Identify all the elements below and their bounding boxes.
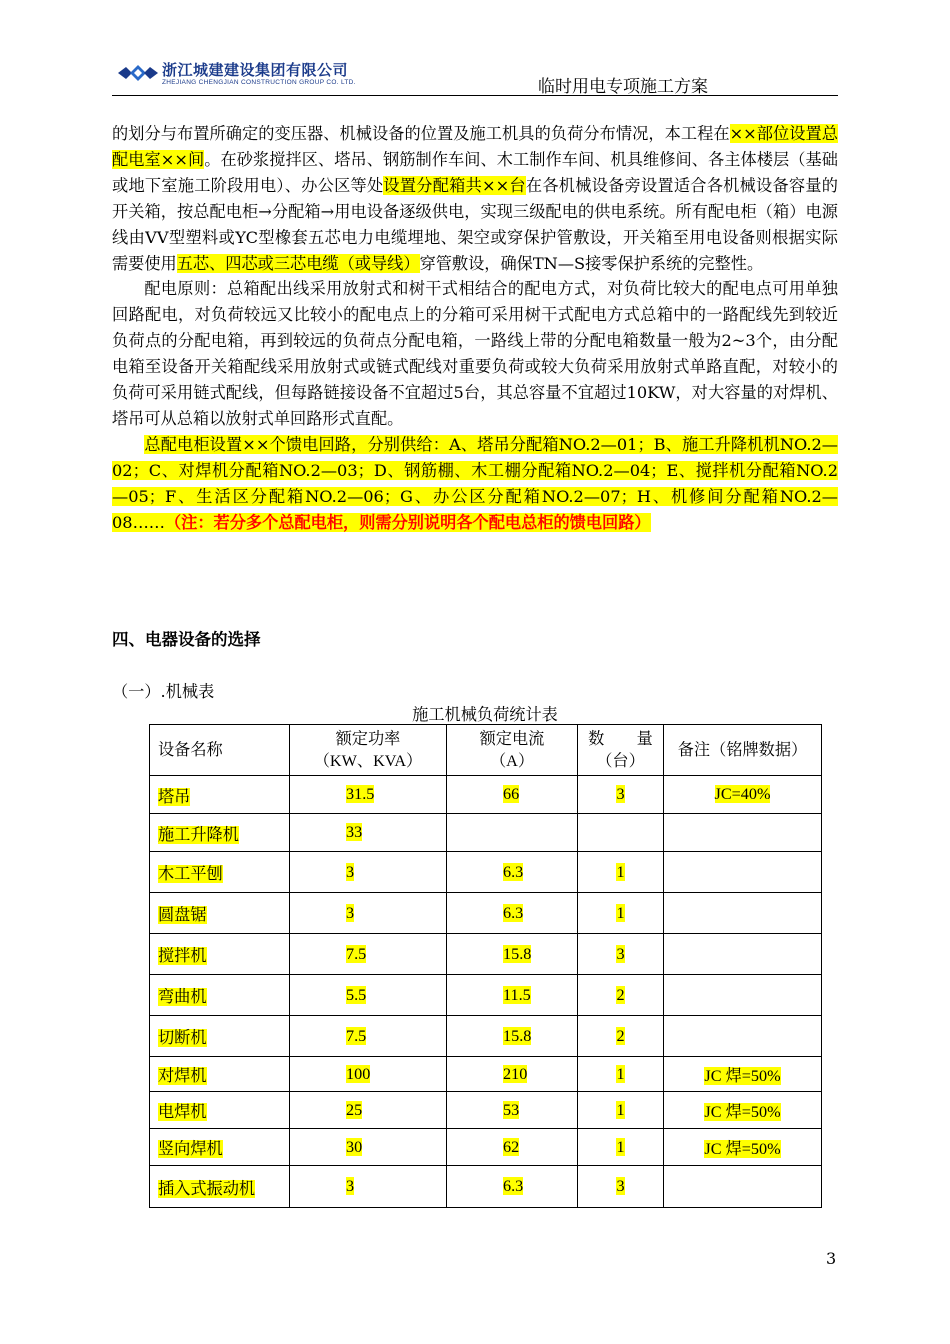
cell-value: 电焊机 [158, 1103, 207, 1121]
cell-qty [578, 776, 664, 814]
cell-name [150, 1166, 290, 1208]
cell-value: JC 焊=50% [704, 1140, 781, 1158]
highlight-run: ××部位设置总配电室××间 [112, 124, 838, 169]
cell-value: JC=40% [714, 785, 771, 803]
highlight-run: 设置分配箱共××台 [383, 175, 526, 195]
paragraph-layout [112, 121, 838, 276]
text-run: 穿管敷设，确保TN—S接零保护系统的完整性。 [419, 253, 764, 273]
cell-note [664, 776, 822, 814]
table-row [150, 1016, 822, 1057]
cell-value: 3 [346, 903, 355, 922]
cell-qty [578, 814, 664, 852]
header-text: （KW、KVA） [313, 752, 423, 770]
cell-value: 15.8 [503, 1026, 532, 1045]
cell-value: 31.5 [346, 785, 375, 803]
text-run: 的划分与布置所确定的变压器、机械设备的位置及施工机具的负荷分布情况，本工程在 [112, 124, 730, 143]
header-current [447, 725, 578, 776]
company-logo-icon [116, 61, 160, 85]
cell-value: 2 [616, 1026, 625, 1045]
cell-value: 2 [616, 985, 625, 1004]
cell-name [150, 776, 290, 814]
cell-qty [578, 1016, 664, 1057]
cell-power [290, 814, 447, 852]
table-row [150, 1057, 822, 1092]
cell-value: 3 [616, 785, 625, 803]
cell-note [664, 814, 822, 852]
cell-power [290, 1166, 447, 1208]
cell-value: 7.5 [346, 1026, 367, 1045]
cell-value: 1 [616, 903, 625, 922]
cell-value: 6.3 [503, 1177, 524, 1195]
cell-value: 11.5 [503, 985, 531, 1004]
table-row [150, 776, 822, 814]
cell-value: 搅拌机 [158, 947, 207, 965]
cell-value: 25 [346, 1100, 363, 1119]
cell-value: 1 [616, 1064, 625, 1083]
cell-name [150, 852, 290, 893]
table-caption: 施工机械负荷统计表 [412, 705, 558, 724]
header-text: （台） [596, 752, 645, 770]
cell-value: 5.5 [346, 985, 367, 1004]
cell-power [290, 934, 447, 975]
cell-power [290, 1129, 447, 1166]
cell-current [447, 934, 578, 975]
machine-load-table [149, 724, 822, 1208]
cell-power [290, 1016, 447, 1057]
cell-name [150, 1129, 290, 1166]
highlight-run: 五芯、四芯或三芯电缆（或导线） [176, 253, 420, 273]
header-text: 额定电流 [479, 730, 545, 748]
cell-note [664, 975, 822, 1016]
cell-current [447, 814, 578, 852]
cell-current [447, 1016, 578, 1057]
highlight-run: 总配电柜设置××个馈电回路，分别供给：A、塔吊分配箱NO.2—01；B、施工升降机机NO.2—02；C、对焊机分配箱NO.2—03；D、钢筋棚、木工棚分配箱NO.2—04；E、搅拌机分配箱NO.2—05；F、生活区分配箱NO.2—06；G、办公区分配箱NO.2—07；H、机修间分配箱NO.2—08…… [112, 434, 838, 532]
cell-value: JC 焊=50% [704, 1067, 781, 1085]
cell-value: 弯曲机 [158, 988, 207, 1006]
cell-note [664, 934, 822, 975]
cell-value: 100 [346, 1064, 371, 1083]
cell-name [150, 814, 290, 852]
cell-power [290, 852, 447, 893]
table-row [150, 1092, 822, 1129]
cell-power [290, 1092, 447, 1129]
cell-note [664, 1166, 822, 1208]
company-name-en: ZHEJIANG CHENGJIAN CONSTRUCTION GROUP CO. LTD. [162, 79, 356, 86]
section-title: 四、电器设备的选择 [112, 630, 261, 649]
document-title: 临时用电专项施工方案 [538, 77, 708, 97]
cell-value: 53 [503, 1100, 520, 1119]
cell-value: 7.5 [346, 944, 367, 963]
header-text: （A） [489, 752, 535, 770]
cell-value: 62 [503, 1137, 520, 1156]
cell-value: 3 [616, 1177, 625, 1195]
cell-value: 6.3 [503, 903, 524, 922]
header-name: 设备名称 [150, 725, 290, 776]
cell-note [664, 1016, 822, 1057]
cell-qty [578, 852, 664, 893]
table-header-row [150, 725, 822, 776]
cell-value: 圆盘锯 [158, 906, 207, 924]
header-note: 备注（铭牌数据） [664, 725, 822, 776]
cell-value: 施工升降机 [158, 825, 239, 844]
cell-value: 3 [346, 1177, 355, 1195]
cell-value: 对焊机 [158, 1067, 207, 1085]
cell-qty [578, 975, 664, 1016]
cell-note [664, 1129, 822, 1166]
cell-name [150, 975, 290, 1016]
cell-qty [578, 1129, 664, 1166]
cell-qty [578, 1092, 664, 1129]
text-run: 在各机械设备旁设置适合各机械设备容量的开关箱，按总配电柜→分配箱→用电设备逐级供电，实现三级配电的供电系统。所有配电柜（箱）电源线由VV型塑料或YC型橡套五芯电力电缆埋地、架空或穿保护管敷设，开关箱至用电设备则根据实际需要使用 [112, 175, 838, 273]
cell-current [447, 893, 578, 934]
cell-current [447, 1057, 578, 1092]
red-note: （注：若分多个总配电柜，则需分别说明各个配电总柜的馈电回路） [164, 512, 651, 532]
cell-power [290, 893, 447, 934]
cell-value: 33 [346, 823, 363, 841]
cell-qty [578, 1057, 664, 1092]
cell-value: JC 焊=50% [704, 1103, 781, 1121]
cell-value: 30 [346, 1137, 363, 1156]
cell-value: 66 [503, 785, 520, 803]
cell-value: 竖向焊机 [158, 1140, 223, 1158]
company-name-cn: 浙江城建建设集团有限公司 [162, 61, 349, 79]
table-row [150, 1129, 822, 1166]
cell-name [150, 893, 290, 934]
table-row [150, 893, 822, 934]
cell-name [150, 934, 290, 975]
cell-name [150, 1057, 290, 1092]
cell-value: 切断机 [158, 1029, 207, 1047]
cell-value: 1 [616, 862, 625, 881]
table-row [150, 975, 822, 1016]
cell-name [150, 1092, 290, 1129]
cell-current [447, 1166, 578, 1208]
cell-value: 插入式振动机 [158, 1179, 256, 1198]
table-row [150, 1166, 822, 1208]
cell-value: 1 [616, 1137, 625, 1156]
cell-power [290, 776, 447, 814]
cell-note [664, 1092, 822, 1129]
cell-note [664, 1057, 822, 1092]
cell-qty [578, 1166, 664, 1208]
cell-value: 15.8 [503, 944, 532, 963]
cell-qty [578, 934, 664, 975]
cell-value: 6.3 [503, 862, 524, 881]
table-row [150, 852, 822, 893]
body-text [112, 121, 838, 536]
header-text: 额定功率 [335, 730, 401, 748]
cell-power [290, 1057, 447, 1092]
cell-value: 210 [503, 1064, 528, 1083]
paragraph-feeders [112, 432, 838, 536]
cell-value: 塔吊 [158, 787, 191, 806]
cell-value: 3 [346, 862, 355, 881]
cell-current [447, 776, 578, 814]
cell-note [664, 852, 822, 893]
cell-current [447, 852, 578, 893]
cell-qty [578, 893, 664, 934]
cell-value: 3 [616, 944, 625, 963]
header-text: 数 量 [588, 730, 653, 748]
table-row [150, 814, 822, 852]
header-qty [578, 725, 664, 776]
cell-current [447, 1129, 578, 1166]
cell-current [447, 975, 578, 1016]
cell-current [447, 1092, 578, 1129]
sub-title: （一）.机械表 [112, 682, 215, 701]
page-header [112, 55, 838, 96]
cell-note [664, 893, 822, 934]
cell-value: 木工平刨 [158, 865, 223, 883]
paragraph-principle: 配电原则：总箱配出线采用放射式和树干式相结合的配电方式，对负荷比较大的配电点可用单独回路配电，对负荷较远又比较小的配电点上的分箱可采用树干式配电方式总箱中的一路配线先到较近负荷点的分配电箱，再到较远的负荷点分配电箱，一路线上带的分配电箱数量一般为2~3个，由分配电箱至设备开关箱配线采用放射式或链式配线对重要负荷或较大负荷采用放射式单路直配，对较小的负荷可采用链式配线，但每路链接设备不宜超过5台，其总容量不宜超过10KW，对大容量的对焊机、塔吊可从总箱以放射式单回路形式直配。 [112, 279, 838, 428]
cell-value: 1 [616, 1100, 625, 1119]
cell-power [290, 975, 447, 1016]
header-power [290, 725, 447, 776]
cell-name [150, 1016, 290, 1057]
page-number: 3 [826, 1249, 837, 1268]
text-run: 。在砂浆搅拌区、塔吊、钢筋制作车间、木工制作车间、机具维修间、各主体楼层（基础或地下室施工阶段用电）、办公区等处 [112, 149, 838, 195]
table-row [150, 934, 822, 975]
